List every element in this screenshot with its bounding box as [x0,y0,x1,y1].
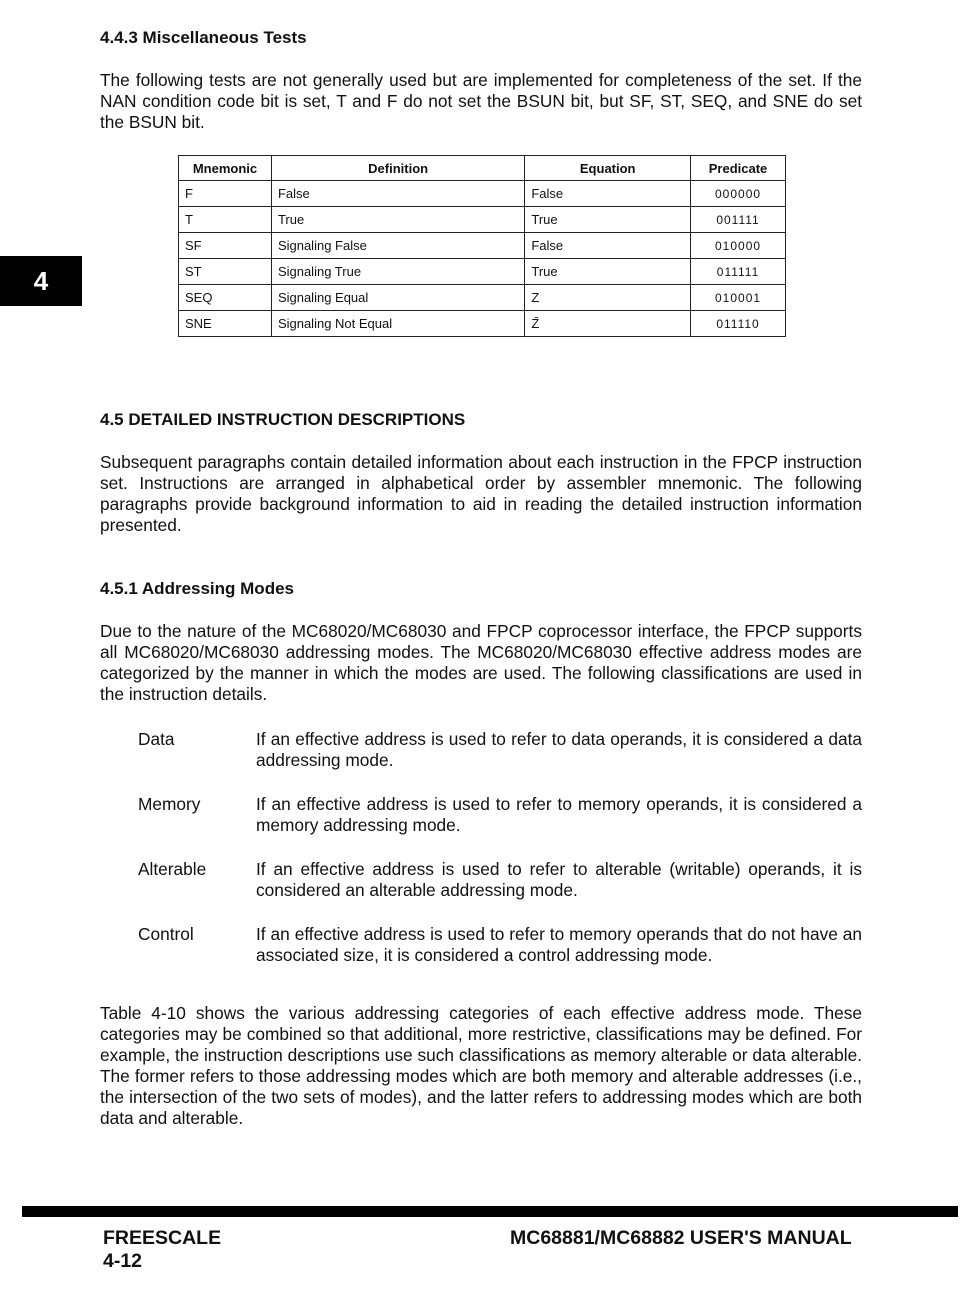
closing-paragraph: Table 4-10 shows the various addressing categories of each effective address mode. These categories may be combined so that additional, more restrictive, classifications may be defined. For example, the instruction descriptions use such classifications as memory alterable or data alterable. The former refers to those addressing modes which are both memory and alterable addresses (i.e., the intersection of the two sets of modes), and the latter refers to addressing modes which are both data and alterable. [100,1003,862,1128]
cell-equation: Z̄ [525,311,691,337]
definition-term: Control [138,924,194,944]
cell-definition: Signaling Not Equal [271,311,524,337]
cell-definition: False [271,181,524,207]
cell-mnemonic: ST [179,259,272,285]
definition-term: Alterable [138,859,207,879]
cell-mnemonic: T [179,207,272,233]
header-mnemonic: Mnemonic [179,156,272,181]
miscellaneous-tests-table [178,155,786,337]
cell-equation: False [525,181,691,207]
definition-text: If an effective address is used to refer to data operands, it is considered a data addressing mode. [256,729,862,770]
definition-term: Data [138,729,175,749]
addressing-mode-definitions [138,729,862,989]
footer-page-number: 4-12 [103,1250,143,1272]
cell-mnemonic: SNE [179,311,272,337]
cell-equation: Z [525,285,691,311]
chapter-tab-marker: 4 [0,256,82,306]
table-header-row [179,156,786,181]
table-row [179,285,786,311]
footer-manual-title: MC68881/MC68882 USER'S MANUAL [510,1227,852,1249]
footer-rule [22,1206,958,1217]
definition-item [138,794,862,836]
cell-predicate: 011110 [691,311,786,337]
definition-text: If an effective address is used to refer to memory operands, it is considered a memory addressing mode. [256,794,862,835]
definition-text: If an effective address is used to refer to alterable (writable) operands, it is considered an alterable addressing mode. [256,859,862,900]
section-heading-4-5: 4.5 DETAILED INSTRUCTION DESCRIPTIONS [100,410,466,429]
cell-equation: False [525,233,691,259]
cell-predicate: 000000 [691,181,786,207]
table-row [179,259,786,285]
section-heading-4-4-3: 4.4.3 Miscellaneous Tests [100,28,307,47]
cell-mnemonic: F [179,181,272,207]
cell-predicate: 011111 [691,259,786,285]
definition-item [138,924,862,966]
cell-predicate: 001111 [691,207,786,233]
cell-predicate: 010001 [691,285,786,311]
section-paragraph-4-5-1: Due to the nature of the MC68020/MC68030 and FPCP coprocessor interface, the FPCP supports all MC68020/MC68030 addressing modes. The MC68020/MC68030 effective address modes are categorized by the manner in which the modes are used. The following classifications are used in the instruction details. [100,621,862,704]
definition-text: If an effective address is used to refer to memory operands that do not have an associated size, it is considered a control addressing mode. [256,924,862,965]
cell-mnemonic: SF [179,233,272,259]
cell-definition: Signaling False [271,233,524,259]
definition-item [138,729,862,771]
definition-term: Memory [138,794,201,814]
section-heading-4-5-1: 4.5.1 Addressing Modes [100,579,294,598]
cell-predicate: 010000 [691,233,786,259]
cell-definition: Signaling Equal [271,285,524,311]
footer-brand: FREESCALE [103,1227,222,1249]
header-equation: Equation [525,156,691,181]
cell-equation: True [525,259,691,285]
table-row [179,233,786,259]
cell-mnemonic: SEQ [179,285,272,311]
cell-equation: True [525,207,691,233]
table-row [179,311,786,337]
table-row [179,207,786,233]
section-paragraph-4-5: Subsequent paragraphs contain detailed information about each instruction in the FPCP instruction set. Instructions are arranged in alphabetical order by assembler mnemonic. The following paragraphs provide background information to aid in reading the detailed instruction information presented. [100,452,862,535]
definition-item [138,859,862,901]
cell-definition: True [271,207,524,233]
cell-definition: Signaling True [271,259,524,285]
table-row [179,181,786,207]
header-definition: Definition [271,156,524,181]
section-paragraph-4-4-3: The following tests are not generally used but are implemented for completeness of the set. If the NAN condition code bit is set, T and F do not set the BSUN bit, but SF, ST, SEQ, and SNE do set the BSUN bit. [100,70,862,132]
header-predicate: Predicate [691,156,786,181]
